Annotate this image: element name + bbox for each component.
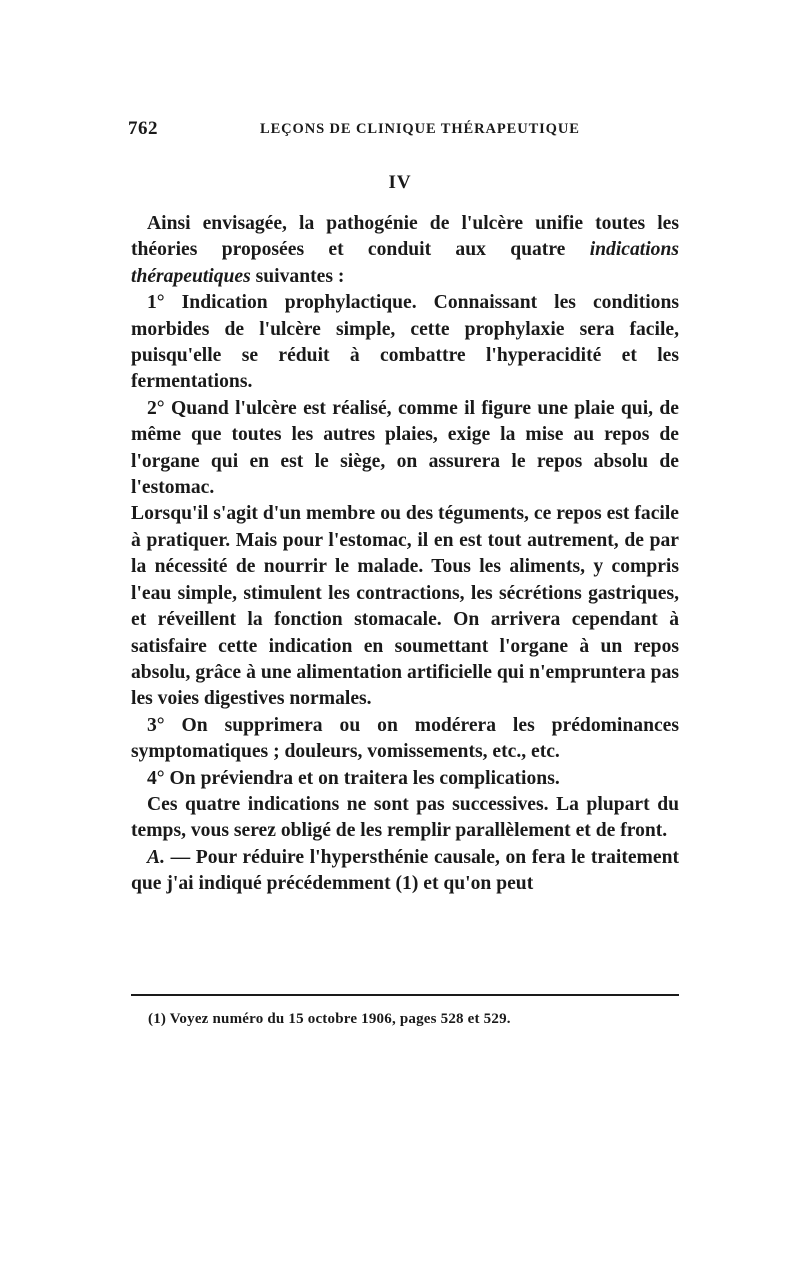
paragraph-indication-2: 2° Quand l'ulcère est réalisé, comme il figure une plaie qui, de même que toutes les autres plaies, exige la mise au repos de l'organe qui en est le siège, on assurera le repos absolu de l'estomac. bbox=[131, 397, 679, 499]
paragraph-successives: Ces quatre indications ne sont pas successives. La plupart du temps, vous serez obligé de les remplir parallèlement et de front. bbox=[131, 793, 679, 842]
intro-text: Ainsi envisagée, la pathogénie de l'ulcère unifie toutes les théories proposées et conduit aux quatre bbox=[131, 213, 679, 261]
intro-italic-term: indications thérapeutiques bbox=[131, 239, 679, 287]
section-heading: IV bbox=[388, 172, 412, 193]
section-a-text: — Pour réduire l'hypersthénie causale, on fera le traitement que j'ai indiqué précédemment (1) et qu'on peut bbox=[131, 846, 679, 895]
paragraph-intro bbox=[131, 211, 679, 290]
paragraph-indication-4: 4° On préviendra et on traitera les complications. bbox=[147, 767, 560, 789]
paragraph-repos: Lorsqu'il s'agit d'un membre ou des téguments, ce repos est facile à pratiquer. Mais pour l'estomac, il en est tout autrement, de par la nécessité de nourrir le malade. Tous les aliments, y compris l'eau simple, stimulent les contractions, les sécrétions gastriques, et réveillent la fonction stomacale. On arrivera cependant à satisfaire cette indication en soumettant l'organe à un repos absolu, grâce à une alimentation artificielle qui n'empruntera pas les voies digestives normales. bbox=[131, 503, 679, 710]
running-head bbox=[128, 118, 680, 142]
intro-text-end: suivantes : bbox=[250, 265, 345, 287]
running-title: LEÇONS DE CLINIQUE THÉRAPEUTIQUE bbox=[260, 121, 580, 137]
page-number: 762 bbox=[128, 118, 158, 139]
footnote: (1) Voyez numéro du 15 octobre 1906, pages 528 et 529. bbox=[148, 1011, 511, 1027]
section-a-label: A. bbox=[147, 846, 165, 868]
body-text bbox=[131, 211, 679, 898]
paragraph-section-a bbox=[131, 845, 679, 898]
footnote-rule bbox=[131, 994, 679, 996]
paragraph-indication-3: 3° On supprimera ou on modérera les prédominances symptomatiques ; douleurs, vomissements, etc., etc. bbox=[131, 714, 679, 763]
paragraph-indication-1: 1° Indication prophylactique. Connaissant les conditions morbides de l'ulcère simple, cette prophylaxie sera facile, puisqu'elle se réduit à combattre l'hyperacidité et les fermentations. bbox=[131, 292, 679, 393]
